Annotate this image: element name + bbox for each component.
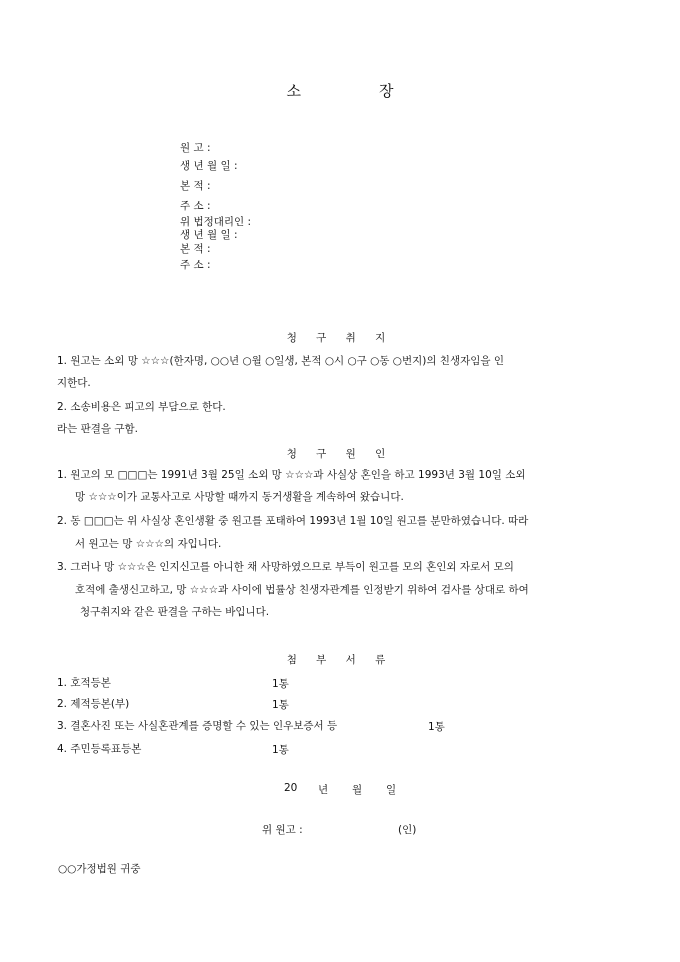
cause-item-1-line-2: 망 ☆☆☆이가 교통사고로 사망할 때까지 동거생활을 계속하여 왔습니다. — [75, 491, 404, 503]
attachment-count-3: 1통 — [428, 721, 445, 733]
signature-seal: (인) — [398, 824, 417, 836]
document-title — [0, 80, 680, 101]
title-char-1: 소 — [286, 82, 301, 100]
date-year-label: 년 — [318, 784, 329, 796]
attachment-count-4: 1통 — [272, 744, 289, 756]
guardian-domicile — [180, 241, 211, 256]
date-month-label: 월 — [352, 784, 363, 796]
field-label: 주 소 — [180, 259, 204, 271]
attachment-name-2: 2. 제적등본(부) — [57, 698, 130, 710]
field-colon: : — [206, 142, 211, 154]
field-colon: : — [247, 216, 252, 228]
attachment-count-1: 1통 — [272, 678, 289, 690]
title-char-2: 장 — [379, 82, 394, 100]
field-colon: : — [206, 259, 211, 271]
party-birthdate — [180, 158, 237, 173]
claim-closing: 라는 판결을 구함. — [57, 423, 139, 435]
field-colon: : — [206, 180, 211, 192]
cause-heading: 청 구 원 인 — [286, 448, 394, 460]
field-colon: : — [206, 200, 211, 212]
field-label: 생 년 월 일 — [180, 229, 231, 241]
field-label: 생 년 월 일 — [180, 160, 231, 172]
party-plaintiff — [180, 140, 211, 155]
attachment-name-3: 3. 결혼사진 또는 사실혼관계를 증명할 수 있는 인우보증서 등 — [57, 720, 338, 732]
guardian-birthdate — [180, 227, 237, 242]
field-label: 주 소 — [180, 200, 204, 212]
party-domicile — [180, 178, 211, 193]
court-addressee: ○○가정법원 귀중 — [58, 863, 141, 875]
field-label: 본 적 — [180, 243, 204, 255]
field-label: 원 고 — [180, 142, 204, 154]
claim-item-1-line-1: 1. 원고는 소외 망 ☆☆☆(한자명, ○○년 ○월 ○일생, 본적 ○시 ○구 ○동 ○번지)의 친생자임을 인 — [57, 355, 505, 367]
attachment-name-4: 4. 주민등록표등본 — [57, 743, 142, 755]
cause-item-1-line-1: 1. 원고의 모 □□□는 1991년 3월 25일 소외 망 ☆☆☆과 사실상 혼인을 하고 1993년 3월 10일 소외 — [57, 469, 526, 481]
field-colon: : — [233, 160, 238, 172]
field-label: 위 법정대리인 — [180, 216, 245, 228]
cause-item-3-line-2: 호적에 출생신고하고, 망 ☆☆☆과 사이에 법률상 친생자관계를 인정받기 위하여 검사를 상대로 하여 — [75, 584, 529, 596]
attachment-count-2: 1통 — [272, 699, 289, 711]
claim-heading: 청 구 취 지 — [286, 332, 394, 344]
cause-item-3-line-1: 3. 그러나 망 ☆☆☆은 인지신고를 아니한 채 사망하였으므로 부득이 원고를 모의 혼인외 자로서 모의 — [57, 561, 514, 573]
attachments-heading: 첨 부 서 류 — [286, 654, 394, 666]
signature-label: 위 원고 : — [262, 824, 303, 836]
claim-item-1-line-2: 지한다. — [57, 377, 91, 389]
date-day-label: 일 — [386, 784, 397, 796]
date-year: 20 — [284, 782, 298, 794]
field-colon: : — [206, 243, 211, 255]
field-colon: : — [233, 229, 238, 241]
field-label: 본 적 — [180, 180, 204, 192]
cause-item-2-line-1: 2. 동 □□□는 위 사실상 혼인생활 중 원고를 포태하여 1993년 1월 10일 원고를 분만하였습니다. 따라 — [57, 515, 529, 527]
claim-item-2: 2. 소송비용은 피고의 부담으로 한다. — [57, 401, 226, 413]
attachment-name-1: 1. 호적등본 — [57, 677, 111, 689]
cause-item-2-line-2: 서 원고는 망 ☆☆☆의 자입니다. — [75, 538, 222, 550]
party-address — [180, 198, 211, 213]
cause-item-3-line-3: 청구취지와 같은 판결을 구하는 바입니다. — [80, 606, 270, 618]
guardian-address — [180, 257, 211, 272]
